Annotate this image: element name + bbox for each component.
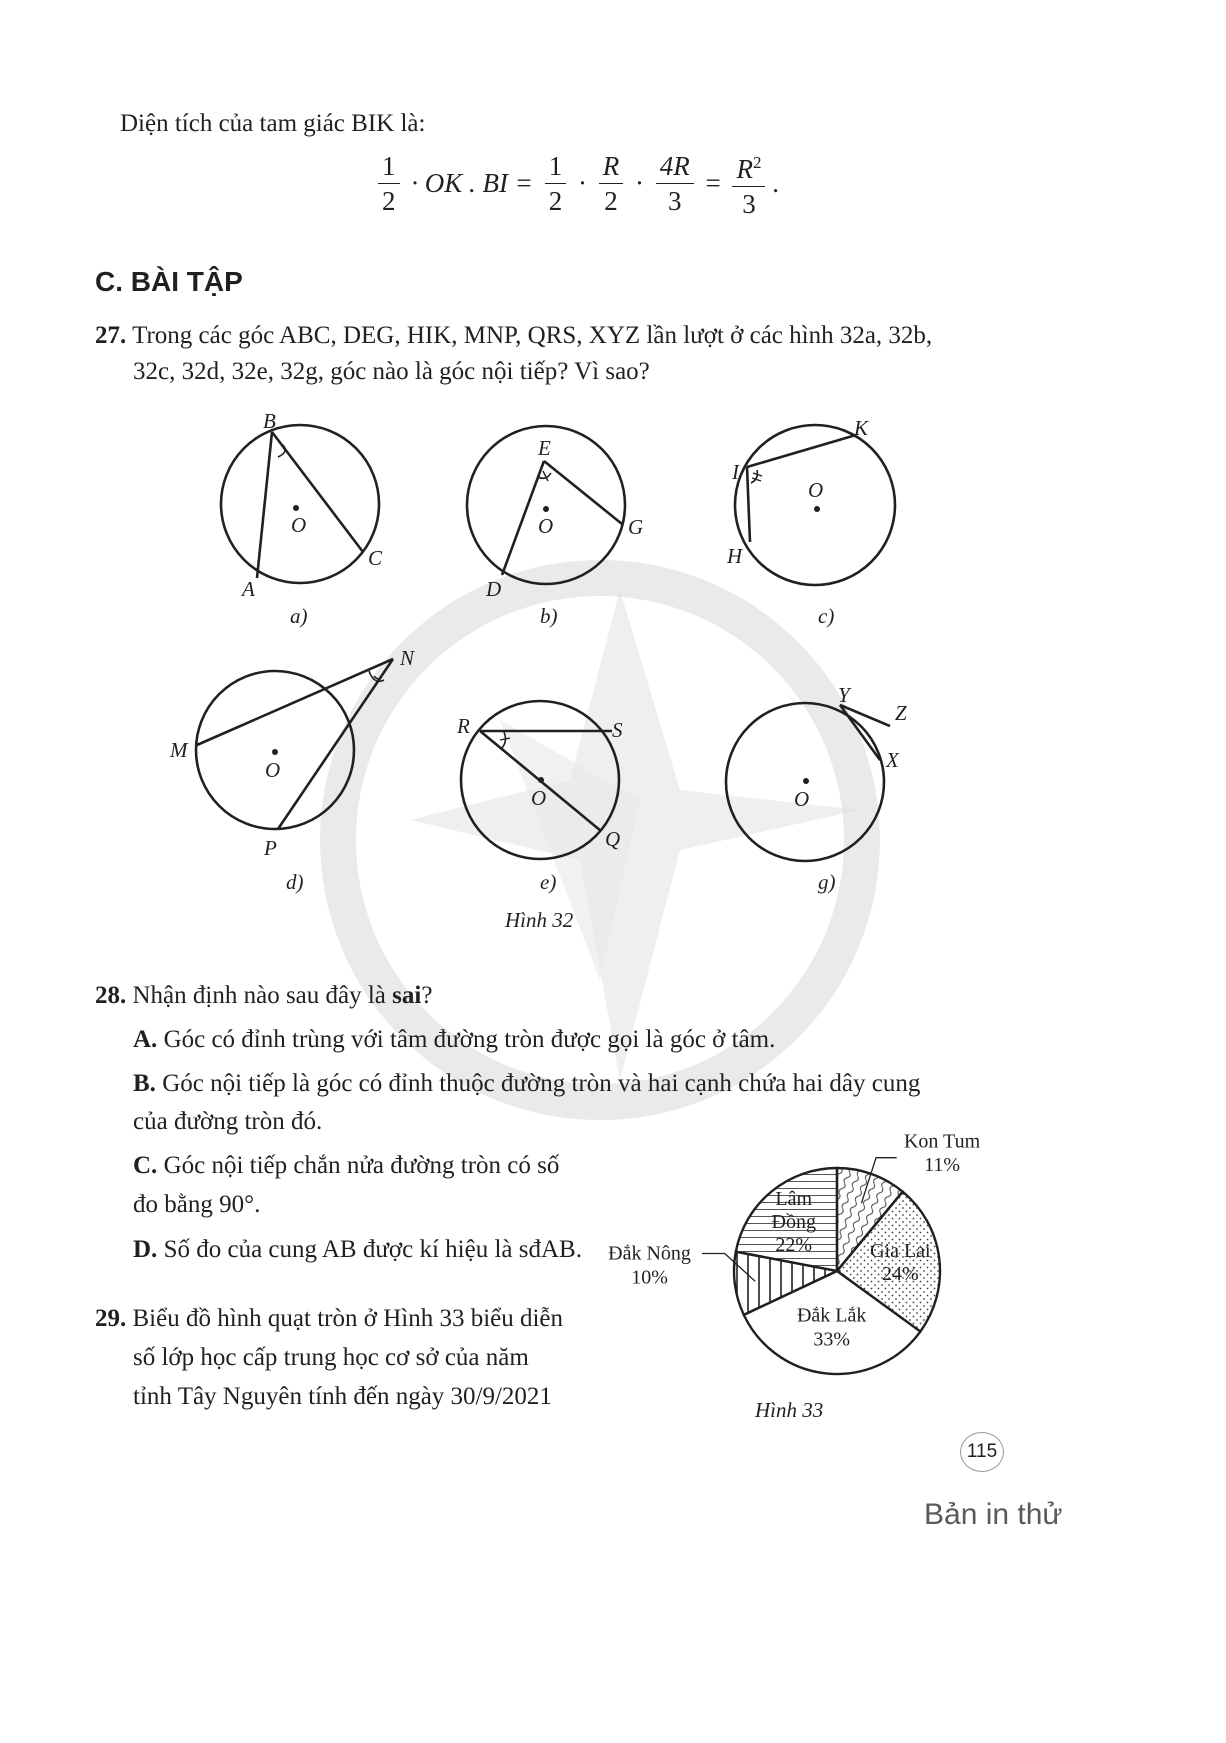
pie-label-name: Gia Lai xyxy=(870,1239,931,1262)
fraction: $\frac{1}{2}$ xyxy=(378,149,400,218)
label-center: O xyxy=(291,513,307,537)
label-point: H xyxy=(727,544,743,568)
option-d: D. Số đo của cung AB được kí hiệu là sđAB. xyxy=(133,1236,582,1263)
pie-label-name: Lâm xyxy=(775,1188,813,1211)
label-center: O xyxy=(808,478,824,502)
option-c: C. Góc nội tiếp chắn nửa đường tròn có số xyxy=(133,1152,560,1179)
label-center: O xyxy=(794,787,810,811)
fraction: $\frac{R^2}{3}$ xyxy=(732,146,765,221)
pie-label-name: Đắk Lắk xyxy=(796,1304,867,1327)
page-number: 115 xyxy=(966,1441,998,1462)
label-point: X xyxy=(886,748,899,772)
problem-28-question: 28. Nhận định nào sau đây là sai? xyxy=(95,982,433,1009)
option-b: B. Góc nội tiếp là góc có đỉnh thuộc đường tròn và hai cạnh chứa hai dây cung xyxy=(133,1070,921,1097)
option-b-continued: của đường tròn đó. xyxy=(133,1108,323,1135)
label-point: R xyxy=(457,714,470,738)
chord-ik xyxy=(747,435,856,467)
pie-label-name: Kon Tum xyxy=(903,1130,981,1153)
label-point: P xyxy=(264,836,277,860)
label-point: C xyxy=(368,546,383,570)
caption-e: e) xyxy=(540,870,557,894)
chord-ba xyxy=(257,432,272,578)
circle-c xyxy=(735,425,895,585)
pie-label-name: Đắk Nông xyxy=(608,1242,691,1265)
option-a: A. Góc có đỉnh trùng với tâm đường tròn được gọi là góc ở tâm. xyxy=(133,1026,776,1053)
problem-29-line-1: 29. Biểu đồ hình quạt tròn ở Hình 33 biểu diễn xyxy=(95,1305,564,1332)
figure-32-caption: Hình 32 xyxy=(505,908,574,932)
formula-term: · OK . BI = xyxy=(411,168,533,198)
pie-label-value: 33% xyxy=(813,1328,851,1351)
chord-ih xyxy=(747,467,750,542)
section-heading: C. BÀI TẬP xyxy=(95,266,243,297)
chord-eg xyxy=(544,461,622,524)
label-point: A xyxy=(242,577,255,601)
fraction: $\frac{4R}{3}$ xyxy=(656,149,694,218)
label-point: Y xyxy=(838,683,850,707)
page-number-badge xyxy=(960,1432,1004,1472)
label-point: N xyxy=(400,646,415,670)
circle-a xyxy=(221,425,379,583)
problem-27-line-2: 32c, 32d, 32e, 32g, góc nào là góc nội tiếp? Vì sao? xyxy=(133,358,650,385)
problem-29-line-2: số lớp học cấp trung học cơ sở của năm xyxy=(133,1344,529,1371)
label-point: E xyxy=(538,436,551,460)
label-point: I xyxy=(732,460,739,484)
pie-chart-figure-33 xyxy=(600,1122,1020,1427)
caption-c: c) xyxy=(818,604,835,628)
problem-29-line-3: tỉnh Tây Nguyên tính đến ngày 30/9/2021 xyxy=(133,1383,552,1410)
label-point: S xyxy=(612,718,623,742)
pie-label-value: 22% xyxy=(775,1234,813,1257)
pie-label-value: 10% xyxy=(631,1266,668,1289)
intro-sentence: Diện tích của tam giác BIK là: xyxy=(120,110,426,137)
label-center: O xyxy=(531,786,547,810)
label-point: M xyxy=(170,738,188,762)
fraction: $\frac{1}{2}$ xyxy=(545,149,567,218)
fraction: $\frac{R}{2}$ xyxy=(599,149,624,218)
caption-b: b) xyxy=(540,604,558,628)
label-point: D xyxy=(486,577,502,601)
figure-32 xyxy=(150,395,1050,940)
label-point: G xyxy=(628,515,644,539)
label-point: Z xyxy=(895,701,907,725)
figure-33-caption: Hình 33 xyxy=(755,1398,824,1422)
pie-label-name: Đồng xyxy=(771,1211,816,1234)
caption-d: d) xyxy=(286,870,304,894)
pie-label-value: 11% xyxy=(924,1154,961,1177)
caption-a: a) xyxy=(290,604,308,628)
label-center: O xyxy=(265,758,281,782)
caption-g: g) xyxy=(818,870,836,894)
problem-27-line-1: 27. Trong các góc ABC, DEG, HIK, MNP, QRS, XYZ lần lượt ở các hình 32a, 32b, xyxy=(95,322,933,349)
label-point: Q xyxy=(605,827,621,851)
option-c-continued: đo bằng 90°. xyxy=(133,1191,261,1218)
pie-label-value: 24% xyxy=(882,1262,919,1285)
label-point: K xyxy=(854,416,869,440)
draft-watermark-text: Bản in thử xyxy=(924,1498,1063,1531)
label-point: B xyxy=(263,409,276,433)
label-center: O xyxy=(538,514,554,538)
area-formula: $\frac{1}{2}$ · OK . BI = $\frac{1}{2}$ · $\frac{R}{2}$ · $\frac{4R}{3}$ = $\frac{R^2}{3}$ . xyxy=(378,146,779,221)
